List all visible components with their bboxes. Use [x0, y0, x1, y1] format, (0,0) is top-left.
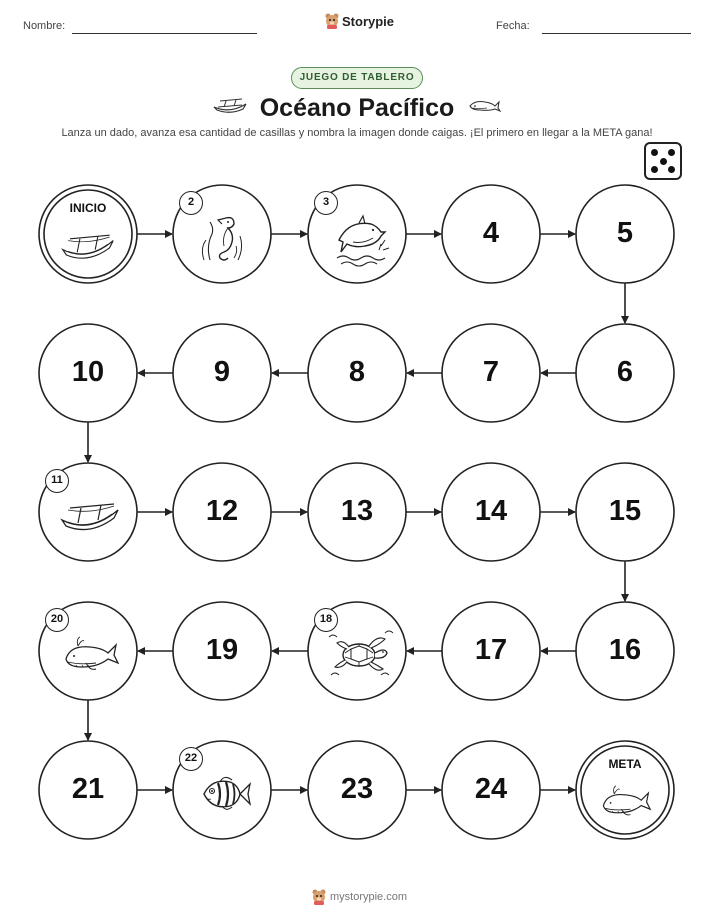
space-number: 12 — [205, 495, 239, 527]
space-number-badge: 11 — [45, 469, 69, 493]
page-title: Océano Pacífico — [259, 94, 455, 122]
finish-space — [576, 741, 674, 839]
game-type-badge: JUEGO DE TABLERO — [291, 67, 423, 89]
finish-label: META — [608, 757, 642, 771]
space-number-badge: 18 — [314, 608, 338, 632]
space-number: 23 — [340, 773, 374, 805]
footer-brand — [312, 889, 407, 905]
bear-mascot-icon — [312, 889, 326, 905]
start-label: INICIO — [69, 201, 107, 215]
space-number: 21 — [71, 773, 105, 805]
space-number: 4 — [482, 217, 500, 249]
space-number: 6 — [616, 356, 634, 388]
space-number: 14 — [474, 495, 508, 527]
space-number-badge: 20 — [45, 608, 69, 632]
space-number: 17 — [474, 634, 508, 666]
game-instructions: Lanza un dado, avanza esa cantidad de casillas y nombra la imagen donde caigas. ¡El primero en llegar a la META gana! — [61, 127, 653, 139]
space-number: 10 — [71, 356, 105, 388]
space-number: 8 — [348, 356, 366, 388]
space-number: 9 — [213, 356, 231, 388]
brand-name: Storypie — [342, 13, 395, 29]
name-label: Nombre: — [23, 20, 66, 32]
space-number-badge: 22 — [179, 747, 203, 771]
space-number-badge: 3 — [314, 191, 338, 215]
date-label: Fecha: — [496, 20, 530, 32]
space-number: 13 — [340, 495, 374, 527]
space-number: 24 — [474, 773, 508, 805]
space-number: 5 — [616, 217, 634, 249]
space-number: 15 — [608, 495, 642, 527]
space-number: 16 — [608, 634, 642, 666]
space-number-badge: 2 — [179, 191, 203, 215]
start-space — [39, 185, 137, 283]
footer-url: mystorypie.com — [330, 891, 408, 903]
space-number: 7 — [482, 356, 500, 388]
space-number: 19 — [205, 634, 239, 666]
